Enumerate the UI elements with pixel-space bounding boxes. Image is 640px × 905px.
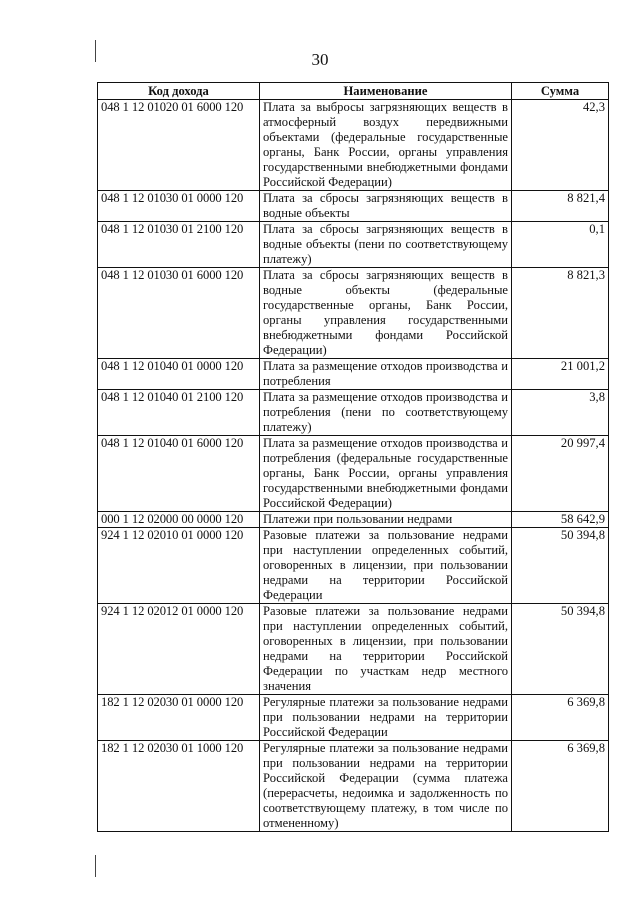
table-row: [98, 191, 609, 222]
table-row: [98, 359, 609, 390]
revenue-name: Плата за размещение отходов производства и потребления (федеральные государственные органы, Банк России, органы управления государственными внебюджетными фондами Российской Федерации): [260, 436, 512, 512]
table-row: [98, 222, 609, 268]
revenue-sum: 8 821,4: [512, 191, 609, 222]
revenue-sum: 50 394,8: [512, 604, 609, 695]
table-row: [98, 390, 609, 436]
revenue-code: 048 1 12 01040 01 2100 120: [98, 390, 260, 436]
revenue-sum: 8 821,3: [512, 268, 609, 359]
revenue-code: 924 1 12 02010 01 0000 120: [98, 528, 260, 604]
revenue-sum: 6 369,8: [512, 741, 609, 832]
revenue-table: [97, 82, 609, 832]
table-row: [98, 528, 609, 604]
revenue-code: 048 1 12 01030 01 6000 120: [98, 268, 260, 359]
table-row: [98, 268, 609, 359]
table-row: [98, 741, 609, 832]
revenue-code: 048 1 12 01030 01 0000 120: [98, 191, 260, 222]
revenue-name: Плата за выбросы загрязняющих веществ в атмосферный воздух передвижными объектами (федеральные государственные органы, Банк России, органы управления государственными внебюджетными фондами Российской Федерации): [260, 100, 512, 191]
revenue-code: 048 1 12 01040 01 6000 120: [98, 436, 260, 512]
revenue-code: 048 1 12 01040 01 0000 120: [98, 359, 260, 390]
revenue-code: 000 1 12 02000 00 0000 120: [98, 512, 260, 528]
revenue-name: Плата за размещение отходов производства и потребления (пени по соответствующему платежу): [260, 390, 512, 436]
revenue-sum: 20 997,4: [512, 436, 609, 512]
revenue-name: Плата за размещение отходов производства и потребления: [260, 359, 512, 390]
revenue-name: Платежи при пользовании недрами: [260, 512, 512, 528]
revenue-name: Разовые платежи за пользование недрами при наступлении определенных событий, оговоренных в лицензии, при пользовании недрами на территории Российской Федерации по участкам недр местного значения: [260, 604, 512, 695]
revenue-code: 048 1 12 01030 01 2100 120: [98, 222, 260, 268]
table-row: [98, 512, 609, 528]
table-row: [98, 100, 609, 191]
revenue-sum: 6 369,8: [512, 695, 609, 741]
revenue-name: Плата за сбросы загрязняющих веществ в водные объекты (федеральные государственные органы, Банк России, органы управления государственными внебюджетными фондами Российской Федерации): [260, 268, 512, 359]
header-code: Код дохода: [98, 83, 260, 100]
revenue-code: 182 1 12 02030 01 1000 120: [98, 741, 260, 832]
revenue-sum: 21 001,2: [512, 359, 609, 390]
table-row: [98, 604, 609, 695]
margin-mark: [95, 40, 96, 62]
revenue-name: Регулярные платежи за пользование недрами при пользовании недрами на территории Российской Федерации (сумма платежа (перерасчеты, недоимка и задолженность по соответствующему платежу, в том числе по отмененному): [260, 741, 512, 832]
table-row: [98, 695, 609, 741]
revenue-name: Плата за сбросы загрязняющих веществ в водные объекты (пени по соответствующему платежу): [260, 222, 512, 268]
header-sum: Сумма: [512, 83, 609, 100]
page-number: 30: [311, 50, 329, 69]
margin-mark: [95, 855, 96, 877]
table-row: [98, 436, 609, 512]
revenue-sum: 58 642,9: [512, 512, 609, 528]
revenue-code: 924 1 12 02012 01 0000 120: [98, 604, 260, 695]
revenue-code: 182 1 12 02030 01 0000 120: [98, 695, 260, 741]
revenue-sum: 0,1: [512, 222, 609, 268]
revenue-sum: 3,8: [512, 390, 609, 436]
revenue-sum: 50 394,8: [512, 528, 609, 604]
revenue-name: Разовые платежи за пользование недрами при наступлении определенных событий, оговоренных в лицензии, при пользовании недрами на территории Российской Федерации: [260, 528, 512, 604]
revenue-code: 048 1 12 01020 01 6000 120: [98, 100, 260, 191]
revenue-name: Регулярные платежи за пользование недрами при пользовании недрами на территории Российской Федерации: [260, 695, 512, 741]
header-name: Наименование: [260, 83, 512, 100]
revenue-name: Плата за сбросы загрязняющих веществ в водные объекты: [260, 191, 512, 222]
revenue-sum: 42,3: [512, 100, 609, 191]
table-header-row: [98, 83, 609, 100]
